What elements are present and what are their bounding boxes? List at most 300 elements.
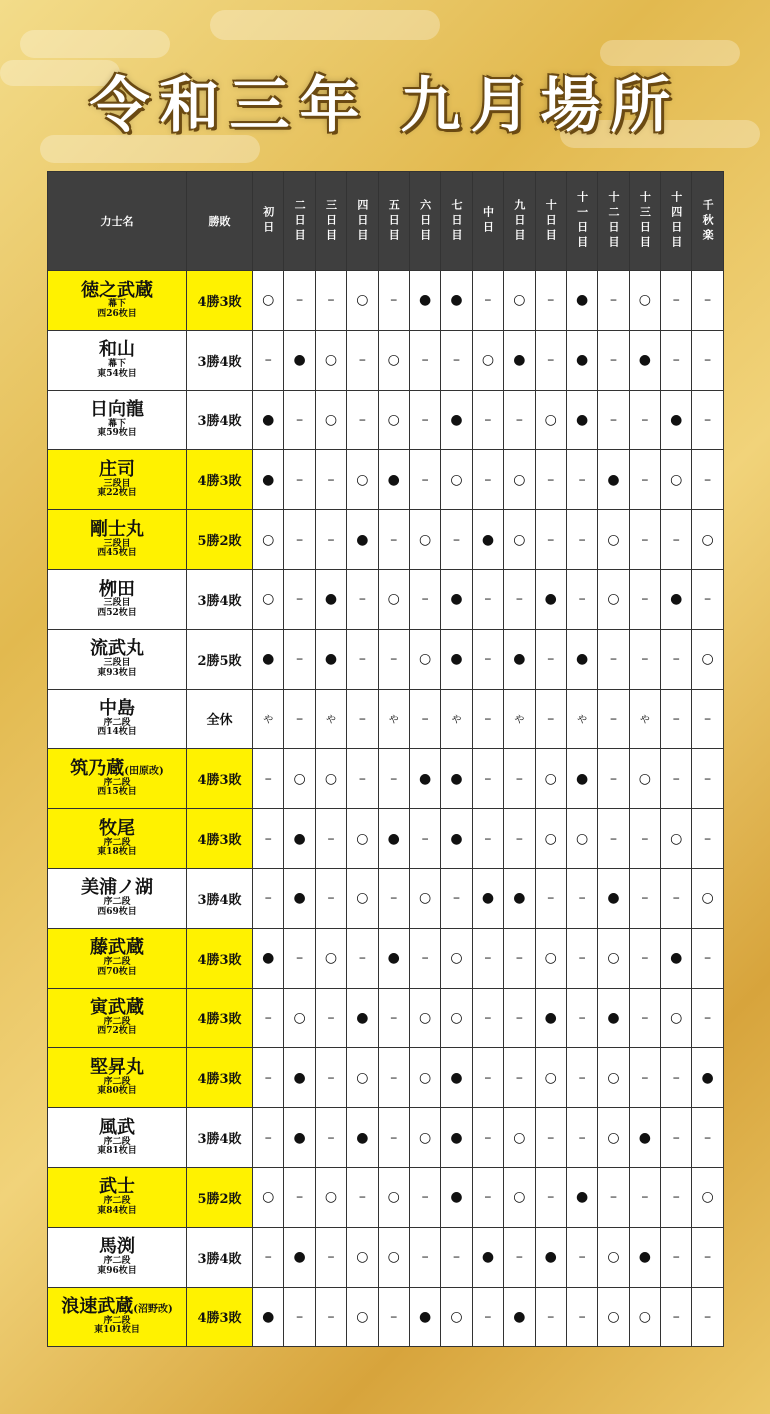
result-cell: – [661, 271, 692, 331]
wrestler-name-text: 寅武蔵 [90, 997, 144, 1019]
result-cell: – [535, 510, 566, 570]
result-cell: ○ [441, 450, 472, 510]
record-cell: 4勝3敗 [187, 1287, 253, 1347]
result-cell: ● [566, 629, 597, 689]
header-day: 十二日目 [598, 172, 629, 271]
result-cell: – [535, 450, 566, 510]
wrestler-cell [48, 330, 187, 390]
result-cell: や [504, 689, 535, 749]
result-cell: – [504, 809, 535, 869]
result-cell: – [378, 1108, 409, 1168]
result-cell: – [566, 1108, 597, 1168]
wrestler-division: 三段目 [103, 598, 131, 609]
wrestler-name-text: 牧尾 [99, 817, 135, 839]
wrestler-division: 序二段 [103, 957, 131, 968]
result-cell: – [347, 928, 378, 988]
result-cell: ● [253, 1287, 284, 1347]
result-cell: – [378, 271, 409, 331]
result-cell: – [629, 868, 660, 928]
result-cell: や [566, 689, 597, 749]
result-cell: – [598, 749, 629, 809]
result-cell: – [441, 868, 472, 928]
result-cell: – [315, 1227, 346, 1287]
result-cell: – [347, 629, 378, 689]
result-cell: ● [284, 330, 315, 390]
result-cell: ○ [378, 569, 409, 629]
wrestler-rank: 西52枚目 [97, 607, 137, 618]
header-record: 勝敗 [187, 172, 253, 271]
result-cell: – [629, 928, 660, 988]
result-cell: ○ [629, 749, 660, 809]
result-cell: ○ [315, 390, 346, 450]
result-cell: – [472, 809, 503, 869]
result-cell: ● [566, 1167, 597, 1227]
result-cell: – [661, 629, 692, 689]
table-row [48, 928, 724, 988]
result-cell: – [284, 450, 315, 510]
wrestler-name [48, 700, 186, 719]
wrestler-name-text: 浪速武蔵 [61, 1296, 134, 1318]
record-cell: 5勝2敗 [187, 1167, 253, 1227]
result-cell: ○ [347, 271, 378, 331]
result-cell: – [598, 271, 629, 331]
result-cell: – [253, 868, 284, 928]
wrestler-name-text: 日向龍 [90, 399, 144, 421]
wrestler-division: 序二段 [103, 1196, 131, 1207]
wrestler-division: 三段目 [103, 478, 131, 489]
result-cell: ● [284, 868, 315, 928]
record-cell: 4勝3敗 [187, 988, 253, 1048]
result-cell: ○ [253, 271, 284, 331]
result-cell: – [409, 1227, 440, 1287]
name-change-note: (沼野改) [133, 1304, 173, 1316]
wrestler-name-text: 馬渕 [99, 1236, 135, 1258]
result-cell: ● [378, 450, 409, 510]
result-cell: ○ [598, 1108, 629, 1168]
result-cell: – [378, 749, 409, 809]
header-name: 力士名 [48, 172, 187, 271]
result-cell: ● [284, 1227, 315, 1287]
header-row [48, 172, 724, 271]
result-cell: – [253, 809, 284, 869]
result-cell: ● [441, 1167, 472, 1227]
wrestler-rank: 東18枚目 [97, 847, 137, 858]
wrestler-name-text: 中島 [99, 698, 135, 720]
result-cell: ○ [441, 928, 472, 988]
result-cell: ○ [535, 1048, 566, 1108]
result-cell: ○ [284, 988, 315, 1048]
record-cell: 5勝2敗 [187, 510, 253, 570]
wrestler-division: 幕下 [107, 299, 126, 310]
result-cell: ○ [598, 569, 629, 629]
result-cell: – [661, 1167, 692, 1227]
result-cell: ○ [378, 390, 409, 450]
record-cell: 3勝4敗 [187, 569, 253, 629]
result-cell: ○ [253, 510, 284, 570]
header-day: 十日目 [535, 172, 566, 271]
result-cell: ○ [661, 809, 692, 869]
result-cell: ● [441, 390, 472, 450]
wrestler-name-text: 堅昇丸 [90, 1056, 144, 1078]
result-cell: – [629, 1167, 660, 1227]
result-cell: – [253, 749, 284, 809]
wrestler-cell [48, 1287, 187, 1347]
result-cell: – [378, 1048, 409, 1108]
result-cell: や [315, 689, 346, 749]
wrestler-name [48, 817, 186, 839]
result-cell: – [692, 928, 723, 988]
wrestler-name-text: 栁田 [99, 578, 135, 600]
result-cell: – [629, 988, 660, 1048]
wrestler-name [48, 640, 186, 659]
result-cell: – [692, 330, 723, 390]
result-cell: ○ [661, 988, 692, 1048]
table-header [48, 172, 724, 271]
wrestler-cell [48, 629, 187, 689]
result-cell: – [253, 1108, 284, 1168]
header-day: 五日目 [378, 172, 409, 271]
result-cell: – [504, 390, 535, 450]
result-cell: ○ [409, 988, 440, 1048]
table-row [48, 988, 724, 1048]
result-cell: ● [566, 271, 597, 331]
result-cell: – [284, 569, 315, 629]
table-row [48, 569, 724, 629]
result-cell: – [409, 450, 440, 510]
wrestler-division: 序二段 [103, 1315, 131, 1326]
result-cell: – [566, 868, 597, 928]
header-day: 十三日目 [629, 172, 660, 271]
wrestler-rank: 東101枚目 [94, 1325, 140, 1336]
result-cell: – [598, 689, 629, 749]
result-cell: ● [441, 271, 472, 331]
result-cell: ● [441, 629, 472, 689]
result-cell: – [566, 510, 597, 570]
wrestler-rank: 東96枚目 [97, 1265, 137, 1276]
result-cell: ● [284, 1108, 315, 1168]
wrestler-cell [48, 749, 187, 809]
result-cell: ○ [253, 1167, 284, 1227]
result-cell: ○ [598, 1287, 629, 1347]
result-cell: – [629, 629, 660, 689]
result-cell: – [378, 1287, 409, 1347]
wrestler-division: 三段目 [103, 658, 131, 669]
header-day: 四日目 [347, 172, 378, 271]
result-cell: ○ [315, 749, 346, 809]
table-row [48, 689, 724, 749]
wrestler-name [48, 1116, 186, 1138]
table-body [48, 271, 724, 1347]
result-cell: ● [409, 749, 440, 809]
result-cell: ● [504, 629, 535, 689]
result-cell: – [472, 689, 503, 749]
table-row [48, 868, 724, 928]
result-cell: ● [409, 271, 440, 331]
result-cell: – [692, 1227, 723, 1287]
result-cell: ● [661, 569, 692, 629]
result-cell: – [409, 330, 440, 390]
result-cell: – [661, 749, 692, 809]
result-cell: – [566, 450, 597, 510]
result-cell: – [661, 1287, 692, 1347]
table-row [48, 1167, 724, 1227]
result-cell: ● [253, 629, 284, 689]
wrestler-cell [48, 450, 187, 510]
header-day: 十一日目 [566, 172, 597, 271]
result-cell: ○ [409, 1048, 440, 1108]
result-cell: – [629, 390, 660, 450]
result-cell: – [535, 1287, 566, 1347]
result-cell: ● [441, 1108, 472, 1168]
result-cell: – [472, 271, 503, 331]
wrestler-name [48, 939, 186, 958]
result-cell: ○ [504, 271, 535, 331]
result-cell: – [409, 569, 440, 629]
result-cell: – [504, 928, 535, 988]
wrestler-name-text: 剛士丸 [90, 518, 144, 540]
result-cell: – [315, 809, 346, 869]
result-cell: ○ [629, 1287, 660, 1347]
result-cell: – [629, 569, 660, 629]
result-cell: – [472, 749, 503, 809]
result-cell: ● [692, 1048, 723, 1108]
wrestler-name [48, 1238, 186, 1257]
result-cell: – [504, 749, 535, 809]
result-cell: – [661, 1108, 692, 1168]
result-cell: ○ [535, 928, 566, 988]
result-cell: – [315, 988, 346, 1048]
wrestler-cell [48, 390, 187, 450]
result-cell: ● [378, 809, 409, 869]
result-cell: – [629, 809, 660, 869]
result-cell: ● [315, 629, 346, 689]
wrestler-cell [48, 928, 187, 988]
wrestler-name [48, 401, 186, 420]
result-cell: – [472, 1287, 503, 1347]
record-cell: 4勝3敗 [187, 749, 253, 809]
table-row [48, 1287, 724, 1347]
result-cell: ● [535, 1227, 566, 1287]
result-cell: – [347, 390, 378, 450]
result-cell: – [661, 510, 692, 570]
result-cell: ● [284, 1048, 315, 1108]
result-cell: – [378, 868, 409, 928]
result-cell: ● [661, 390, 692, 450]
result-cell: – [472, 988, 503, 1048]
result-cell: ○ [315, 928, 346, 988]
result-cell: – [347, 569, 378, 629]
wrestler-name-text: 風武 [99, 1116, 135, 1138]
result-cell: ○ [441, 988, 472, 1048]
result-cell: ○ [629, 271, 660, 331]
result-cell: ● [409, 1287, 440, 1347]
result-cell: – [441, 1227, 472, 1287]
result-cell: – [566, 1227, 597, 1287]
result-cell: – [284, 1287, 315, 1347]
result-cell: ○ [378, 1227, 409, 1287]
result-cell: ● [284, 809, 315, 869]
result-cell: ○ [378, 1167, 409, 1227]
result-cell: ○ [535, 809, 566, 869]
result-cell: – [315, 510, 346, 570]
table-row [48, 450, 724, 510]
result-cell: – [253, 1048, 284, 1108]
wrestler-rank: 東54枚目 [97, 368, 137, 379]
result-cell: – [629, 510, 660, 570]
wrestler-name-text: 徳之武蔵 [81, 279, 153, 301]
result-cell: – [661, 868, 692, 928]
result-cell: – [535, 689, 566, 749]
wrestler-name [48, 879, 186, 898]
result-cell: – [598, 1167, 629, 1227]
result-cell: – [504, 1048, 535, 1108]
record-cell: 3勝4敗 [187, 1227, 253, 1287]
table-row [48, 1108, 724, 1168]
result-cell: – [347, 330, 378, 390]
result-cell: – [409, 1167, 440, 1227]
table-row [48, 629, 724, 689]
result-cell: ○ [598, 510, 629, 570]
wrestler-name [48, 999, 186, 1018]
result-cell: – [472, 1108, 503, 1168]
result-cell: – [692, 809, 723, 869]
result-cell: – [535, 1167, 566, 1227]
result-cell: – [692, 1108, 723, 1168]
record-cell: 3勝4敗 [187, 390, 253, 450]
result-cell: – [409, 390, 440, 450]
result-cell: ○ [378, 330, 409, 390]
result-cell: ○ [692, 510, 723, 570]
result-cell: – [472, 1048, 503, 1108]
result-cell: – [409, 689, 440, 749]
record-cell: 3勝4敗 [187, 868, 253, 928]
header-day: 七日目 [441, 172, 472, 271]
result-cell: – [566, 569, 597, 629]
result-cell: ○ [504, 1108, 535, 1168]
result-cell: – [692, 689, 723, 749]
page-title: 令和三年 九月場所 [89, 71, 681, 141]
result-cell: – [347, 749, 378, 809]
wrestler-name-text: 藤武蔵 [90, 937, 144, 959]
wrestler-division: 序二段 [103, 777, 131, 788]
wrestler-name [48, 518, 186, 540]
result-cell: ○ [566, 809, 597, 869]
result-cell: – [598, 629, 629, 689]
wrestler-division: 序二段 [103, 1076, 131, 1087]
result-cell: ○ [315, 1167, 346, 1227]
result-cell: – [253, 1227, 284, 1287]
table-row [48, 749, 724, 809]
result-cell: – [315, 271, 346, 331]
result-cell: ○ [284, 749, 315, 809]
result-cell: – [315, 1287, 346, 1347]
result-cell: ○ [409, 629, 440, 689]
result-cell: ○ [535, 390, 566, 450]
wrestler-division: 三段目 [103, 538, 131, 549]
result-cell: ● [504, 1287, 535, 1347]
result-cell: – [535, 1108, 566, 1168]
result-cell: ○ [598, 1227, 629, 1287]
result-cell: ● [347, 1108, 378, 1168]
wrestler-cell [48, 1167, 187, 1227]
result-cell: – [692, 569, 723, 629]
result-cell: ○ [661, 450, 692, 510]
result-cell: – [315, 450, 346, 510]
wrestler-name [48, 458, 186, 480]
result-cell: – [378, 510, 409, 570]
result-cell: ● [566, 749, 597, 809]
result-cell: ● [472, 1227, 503, 1287]
header-day: 二日目 [284, 172, 315, 271]
wrestler-rank: 西70枚目 [97, 966, 137, 977]
result-cell: – [661, 330, 692, 390]
result-cell: – [472, 569, 503, 629]
results-table-container [47, 171, 723, 1346]
result-cell: – [441, 330, 472, 390]
table-row [48, 271, 724, 331]
result-cell: – [284, 1167, 315, 1227]
result-cell: – [566, 928, 597, 988]
result-cell: – [347, 689, 378, 749]
result-cell: – [535, 330, 566, 390]
wrestler-name-text: 流武丸 [90, 638, 144, 660]
result-cell: ● [566, 390, 597, 450]
result-cell: ○ [347, 450, 378, 510]
result-cell: – [629, 450, 660, 510]
wrestler-cell [48, 1227, 187, 1287]
result-cell: – [504, 569, 535, 629]
wrestler-rank: 東81枚目 [97, 1146, 137, 1156]
result-cell: – [441, 510, 472, 570]
wrestler-division: 幕下 [107, 419, 126, 429]
result-cell: ● [253, 450, 284, 510]
result-cell: ● [441, 809, 472, 869]
wrestler-rank: 西14枚目 [97, 727, 137, 738]
result-cell: – [378, 629, 409, 689]
result-cell: ● [347, 988, 378, 1048]
result-cell: – [598, 390, 629, 450]
result-cell: ● [598, 868, 629, 928]
background-cloud [20, 30, 170, 58]
header-day: 十四日目 [661, 172, 692, 271]
result-cell: ● [566, 330, 597, 390]
result-cell: – [315, 868, 346, 928]
header-day: 初日 [253, 172, 284, 271]
result-cell: ● [441, 569, 472, 629]
table-row [48, 390, 724, 450]
result-cell: – [472, 450, 503, 510]
result-cell: – [347, 1167, 378, 1227]
result-cell: ○ [692, 1167, 723, 1227]
result-cell: や [378, 689, 409, 749]
result-cell: – [535, 271, 566, 331]
name-change-note: (田原改) [124, 765, 164, 777]
wrestler-division: 序二段 [103, 897, 131, 908]
result-cell: – [284, 689, 315, 749]
result-cell: ○ [441, 1287, 472, 1347]
record-cell: 4勝3敗 [187, 809, 253, 869]
wrestler-name-text: 武士 [99, 1176, 135, 1198]
result-cell: – [692, 450, 723, 510]
result-cell: ○ [253, 569, 284, 629]
record-cell: 全休 [187, 689, 253, 749]
table-row [48, 510, 724, 570]
table-row [48, 330, 724, 390]
record-cell: 4勝3敗 [187, 1048, 253, 1108]
wrestler-cell [48, 510, 187, 570]
wrestler-cell [48, 809, 187, 869]
wrestler-division: 序二段 [103, 1136, 131, 1147]
